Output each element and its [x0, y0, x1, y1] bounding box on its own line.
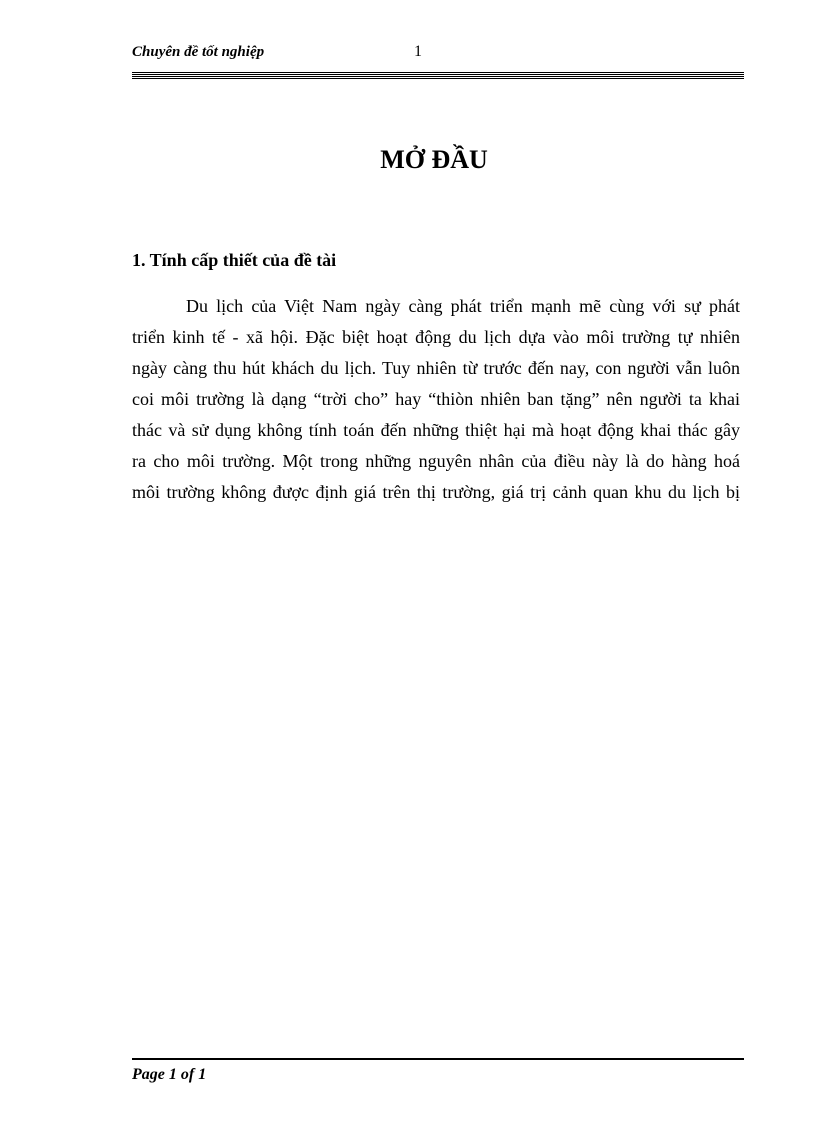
paragraph-line: thác và sử dụng không tính toán đến những thiệt hại mà hoạt động khai thác gây — [132, 420, 740, 440]
paragraph-line: Du lịch của Việt Nam ngày càng phát triển mạnh mẽ cùng với sự phát — [186, 296, 740, 316]
paragraph-line: triển kinh tế - xã hội. Đặc biệt hoạt động du lịch dựa vào môi trường tự nhiên — [132, 327, 740, 347]
header-page-number: 1 — [414, 43, 422, 60]
paragraph-line: môi trường không được định giá trên thị trường, giá trị cảnh quan khu du lịch bị — [132, 482, 740, 502]
paragraph-line: ra cho môi trường. Một trong những nguyên nhân của điều này là do hàng hoá — [132, 451, 740, 471]
section-heading: 1. Tính cấp thiết của đề tài — [132, 250, 337, 270]
header-divider — [132, 72, 744, 79]
header-title: Chuyên đề tốt nghiệp — [132, 44, 265, 60]
page-header — [132, 40, 744, 66]
footer-divider — [132, 1058, 744, 1060]
document-title: MỞ ĐẦU — [380, 145, 488, 174]
footer-page-label: Page 1 of 1 — [132, 1066, 207, 1083]
paragraph-line: coi môi trường là dạng “trời cho” hay “thiòn nhiên ban tặng” nên người ta khai — [132, 389, 740, 409]
body-paragraph — [132, 291, 740, 508]
paragraph-line: ngày càng thu hút khách du lịch. Tuy nhiên từ trước đến nay, con người vẫn luôn — [132, 358, 740, 378]
